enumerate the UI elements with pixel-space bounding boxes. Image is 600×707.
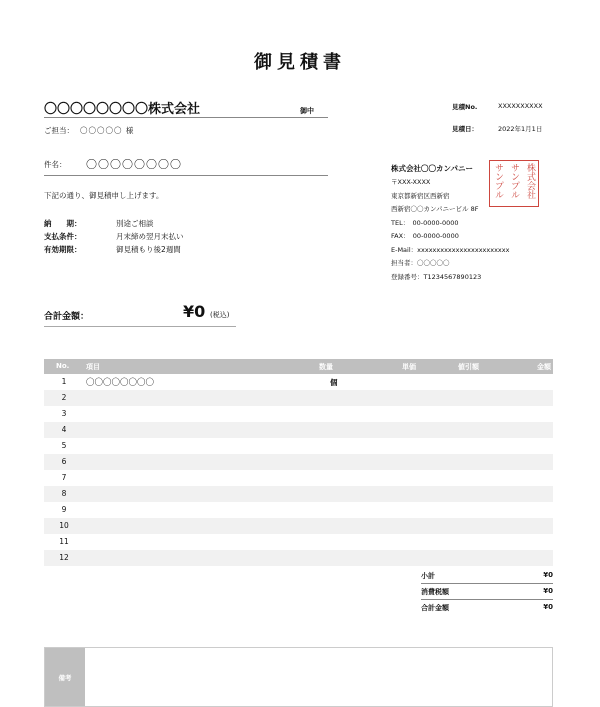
table-row: 4 <box>44 422 553 438</box>
grand-total-label: 合計金額 <box>421 604 449 612</box>
quote-number-label: 見積No. <box>452 103 478 111</box>
total-label: 合計金額： <box>44 312 90 322</box>
page-title: 御見積書 <box>254 52 346 73</box>
table-row: 9 <box>61 505 67 514</box>
total-underline <box>44 326 236 327</box>
issuer-email: E-Mail：xxxxxxxxxxxxxxxxxxxxxxxx <box>391 246 510 254</box>
issuer-tel: TEL： 00-0000-0000 <box>391 219 459 227</box>
tax-value: ¥0 <box>543 587 553 595</box>
term-value: 月末締め翌月末払い <box>116 232 184 241</box>
term-label: 有効期限： <box>44 245 82 254</box>
quote-date-label: 見積日： <box>452 125 478 133</box>
table-row: 6 <box>44 454 553 470</box>
client-person-value: 〇〇〇〇〇 様 <box>80 126 135 135</box>
issuer-zip: 〒XXX-XXXX <box>391 178 431 186</box>
subtotal-value: ¥0 <box>543 571 553 579</box>
client-name: 〇〇〇〇〇〇〇〇株式会社 <box>44 102 201 117</box>
subtotal-row <box>421 568 553 584</box>
tax-row <box>421 584 553 600</box>
term-value: 御見積もり後2週間 <box>116 245 181 254</box>
tax-label: 消費税額 <box>421 588 449 596</box>
term-payment <box>44 231 184 242</box>
header-no: No. <box>56 362 70 370</box>
subject-underline <box>44 175 328 176</box>
table-row: 5 <box>61 441 67 450</box>
header-amount: 金額 <box>537 363 551 371</box>
notes-box[interactable] <box>44 647 553 707</box>
intro-text: 下記の通り、御見積申し上げます。 <box>44 191 164 200</box>
grand-total-row <box>421 600 553 615</box>
subject-label: 件名： <box>44 160 67 169</box>
term-delivery <box>44 218 154 229</box>
quote-number-value: XXXXXXXXXX <box>498 102 543 110</box>
total-value: ¥0 <box>183 302 206 321</box>
table-row: 7 <box>61 473 67 482</box>
total-tax-note: (税込) <box>210 311 230 319</box>
client-suffix: 御中 <box>300 107 314 115</box>
table-row: 11 <box>59 537 69 546</box>
header-item: 項目 <box>86 363 100 371</box>
table-header <box>44 359 553 374</box>
quote-date-value: 2022年1月1日 <box>498 125 543 133</box>
client-person-label: ご担当： <box>44 126 74 135</box>
company-seal: 株式会社 サンプル サンプル <box>489 160 539 207</box>
term-label: 納 期： <box>44 219 82 228</box>
client-underline <box>44 117 328 118</box>
term-value: 別途ご相談 <box>116 219 154 228</box>
notes-label: 備考 <box>45 648 85 706</box>
table-row: 8 <box>44 486 553 502</box>
table-row: 12 <box>44 550 553 566</box>
term-label: 支払条件： <box>44 232 82 241</box>
issuer-registration: 登録番号：T1234567890123 <box>391 273 482 281</box>
table-row: 1 〇〇〇〇〇〇〇〇 個 <box>61 377 338 388</box>
issuer-company: 株式会社〇〇カンパニー <box>391 164 473 173</box>
header-discount: 値引額 <box>458 363 479 371</box>
term-validity <box>44 244 181 255</box>
table-row: 2 <box>44 390 553 406</box>
subtotal-label: 小計 <box>421 572 435 580</box>
issuer-staff: 担当者：〇〇〇〇〇 <box>391 259 450 267</box>
issuer-address2: 西新宿〇〇カンパニービル 8F <box>391 205 479 213</box>
header-price: 単価 <box>402 363 416 371</box>
table-row: 10 <box>44 518 553 534</box>
client-person <box>44 125 134 136</box>
table-row: 3 <box>61 409 67 418</box>
issuer-fax: FAX： 00-0000-0000 <box>391 232 459 240</box>
grand-total-value: ¥0 <box>543 603 553 611</box>
header-qty: 数量 <box>319 363 333 371</box>
subject-value: 〇〇〇〇〇〇〇〇 <box>86 158 182 171</box>
issuer-address1: 東京都新宿区西新宿 <box>391 192 450 200</box>
